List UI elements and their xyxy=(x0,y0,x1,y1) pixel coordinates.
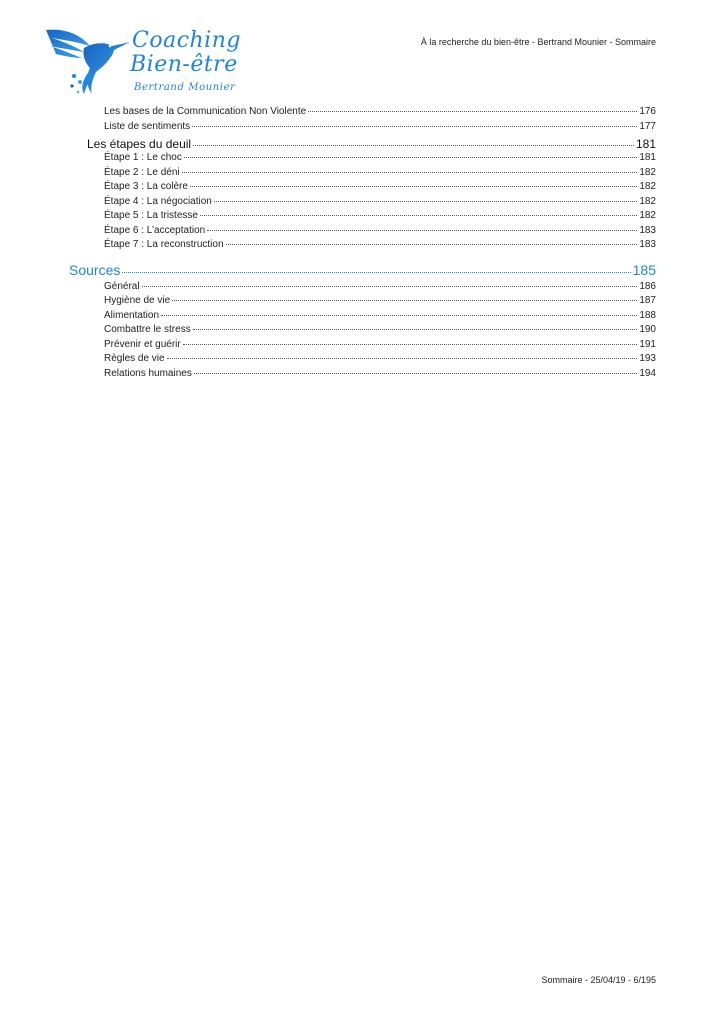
toc-leader-dots xyxy=(183,344,638,345)
toc-entry-title: Général xyxy=(104,281,140,292)
logo xyxy=(44,24,244,98)
toc-leader-dots xyxy=(184,157,637,158)
toc-leader-dots xyxy=(207,230,637,231)
toc-entry[interactable] xyxy=(104,167,656,178)
toc-entry[interactable] xyxy=(69,262,656,278)
toc-entry-title: Liste de sentiments xyxy=(104,121,191,132)
toc-entry-title: Étape 5 : La tristesse xyxy=(104,210,198,221)
toc-entry-page: 190 xyxy=(639,324,656,335)
toc-entry-page: 183 xyxy=(639,225,656,236)
toc-entry-page: 186 xyxy=(639,281,656,292)
toc-entry-title: Combattre le stress xyxy=(104,324,191,335)
toc-entry[interactable] xyxy=(104,368,656,379)
toc-entry-page: 193 xyxy=(639,353,656,364)
toc-entry[interactable] xyxy=(104,106,656,117)
toc-entry-title: Étape 7 : La reconstruction xyxy=(104,239,224,250)
toc-entry-page: 182 xyxy=(639,167,656,178)
toc-entry[interactable] xyxy=(104,324,656,335)
toc-entry-title: Prévenir et guérir xyxy=(104,339,181,350)
toc-entry[interactable] xyxy=(104,281,656,292)
toc-leader-dots xyxy=(161,315,637,316)
toc-entry[interactable] xyxy=(104,196,656,207)
toc-leader-dots xyxy=(167,358,638,359)
logo-title-line1: Coaching xyxy=(132,28,241,53)
toc-entry-title: Les étapes du deuil xyxy=(87,137,192,151)
toc-entry-page: 183 xyxy=(639,239,656,250)
hummingbird-icon xyxy=(44,24,132,96)
toc-leader-dots xyxy=(182,172,638,173)
toc-leader-dots xyxy=(193,329,638,330)
toc-entry-title: Étape 4 : La négociation xyxy=(104,196,212,207)
toc-entry-page: 181 xyxy=(635,137,656,151)
page-footer: Sommaire - 25/04/19 - 6/195 xyxy=(541,975,656,985)
toc-leader-dots xyxy=(190,186,637,187)
toc-entry-page: 182 xyxy=(639,196,656,207)
toc-entry[interactable] xyxy=(104,121,656,132)
toc-entry-title: Étape 2 : Le déni xyxy=(104,167,180,178)
toc-entry-page: 181 xyxy=(639,152,656,163)
toc-entry-title: Étape 1 : Le choc xyxy=(104,152,182,163)
logo-author: Bertrand Mounier xyxy=(134,82,236,93)
logo-title-line2: Bien-être xyxy=(130,52,238,77)
toc-entry[interactable] xyxy=(104,310,656,321)
toc-entry-page: 185 xyxy=(632,262,656,278)
toc-entry[interactable] xyxy=(104,152,656,163)
toc-leader-dots xyxy=(122,272,630,273)
running-header: À la recherche du bien-être - Bertrand Mounier - Sommaire xyxy=(420,37,656,47)
toc-entry-page: 177 xyxy=(639,121,656,132)
toc-entry[interactable] xyxy=(104,353,656,364)
toc-entry-page: 182 xyxy=(639,210,656,221)
toc-leader-dots xyxy=(172,300,637,301)
toc-entry-title: Alimentation xyxy=(104,310,160,321)
toc-entry-title: Étape 6 : L’acceptation xyxy=(104,225,206,236)
toc-entry-title: Hygiène de vie xyxy=(104,295,171,306)
toc-leader-dots xyxy=(214,201,637,202)
toc-entry[interactable] xyxy=(104,295,656,306)
toc-leader-dots xyxy=(194,373,637,374)
toc-leader-dots xyxy=(308,111,637,112)
toc-leader-dots xyxy=(142,286,638,287)
toc-entry-page: 182 xyxy=(639,181,656,192)
toc-entry[interactable] xyxy=(87,137,656,151)
toc-entry[interactable] xyxy=(104,339,656,350)
toc-entry-page: 191 xyxy=(639,339,656,350)
toc-entry-title: Relations humaines xyxy=(104,368,192,379)
toc-leader-dots xyxy=(192,126,637,127)
toc-entry-page: 188 xyxy=(639,310,656,321)
toc-entry[interactable] xyxy=(104,225,656,236)
toc-entry-title: Sources xyxy=(69,262,121,278)
toc-entry-title: Règles de vie xyxy=(104,353,165,364)
toc-leader-dots xyxy=(193,145,634,146)
toc-entry-title: Étape 3 : La colère xyxy=(104,181,188,192)
toc-entry-page: 194 xyxy=(639,368,656,379)
toc-leader-dots xyxy=(200,215,637,216)
toc-entry-page: 176 xyxy=(639,106,656,117)
toc-entry[interactable] xyxy=(104,181,656,192)
toc-entry-page: 187 xyxy=(639,295,656,306)
toc-entry-title: Les bases de la Communication Non Violente xyxy=(104,106,307,117)
toc-leader-dots xyxy=(226,244,638,245)
toc-entry[interactable] xyxy=(104,210,656,221)
toc-entry[interactable] xyxy=(104,239,656,250)
